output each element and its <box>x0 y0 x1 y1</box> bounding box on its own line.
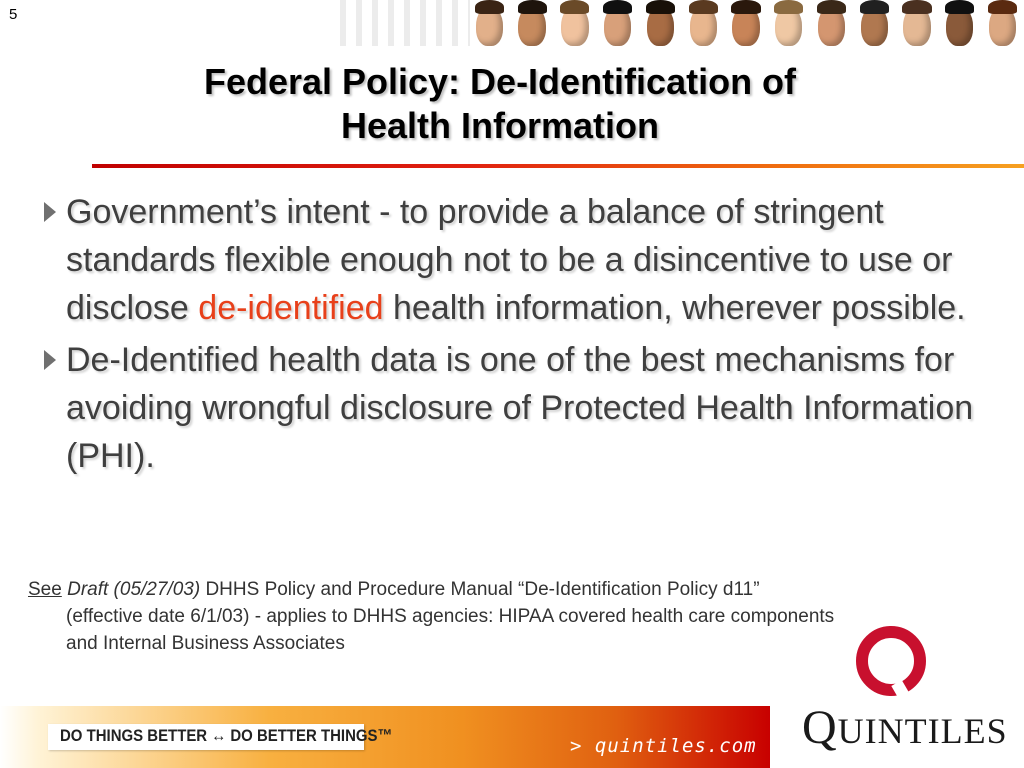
slide-number: 5 <box>9 6 18 23</box>
quintiles-wordmark <box>802 700 1008 755</box>
person-photo <box>511 0 554 46</box>
bullet-item <box>40 188 980 332</box>
wordmark-rest: UINTILES <box>837 711 1008 751</box>
person-photo <box>853 0 896 46</box>
website-url[interactable]: > quintiles.com <box>570 735 757 757</box>
title-divider <box>92 164 1024 168</box>
photo-strip <box>468 0 1024 46</box>
title-line-1: Federal Policy: De-Identification of <box>203 61 797 102</box>
footnote-text: DHHS Policy and Procedure Manual “De-Identification Policy d11” <box>200 579 760 600</box>
bullet-item <box>40 336 980 480</box>
triangle-bullet-icon <box>44 202 56 222</box>
highlighted-term: de-identified <box>198 289 384 327</box>
footnote-line-2: (effective date 6/1/03) - applies to DHHS agencies: HIPAA covered health care components <box>66 606 835 627</box>
person-photo <box>725 0 768 46</box>
decorative-stripes <box>340 0 470 46</box>
bullet-text: Government’s intent - to provide a balance of stringent standards flexible enough not to be a disincentive to use or disclose <box>66 193 953 327</box>
title-line-2: Health Information <box>340 105 659 146</box>
footnote-line-3: and Internal Business Associates <box>66 633 345 654</box>
slide-title <box>60 60 940 148</box>
person-photo <box>767 0 810 46</box>
footnote-line-1 <box>28 576 998 603</box>
person-photo <box>554 0 597 46</box>
person-photo <box>938 0 981 46</box>
person-photo <box>981 0 1024 46</box>
person-photo <box>682 0 725 46</box>
wordmark-initial: Q <box>802 701 838 754</box>
person-photo <box>468 0 511 46</box>
person-photo <box>596 0 639 46</box>
bullet-text-continued: health information, wherever possible. <box>383 289 966 327</box>
draft-reference: Draft (05/27/03) <box>67 579 201 600</box>
triangle-bullet-icon <box>44 350 56 370</box>
quintiles-logo-icon <box>854 624 928 698</box>
bullet-list <box>40 188 980 484</box>
person-photo <box>639 0 682 46</box>
bullet-text: De-Identified health data is one of the best mechanisms for avoiding wrongful disclosure of Protected Health Information (PHI). <box>66 341 974 475</box>
footnote <box>28 576 998 657</box>
see-link[interactable]: See <box>28 579 62 600</box>
tagline: DO THINGS BETTER ↔ DO BETTER THINGS™ <box>60 726 393 745</box>
person-photo <box>896 0 939 46</box>
person-photo <box>810 0 853 46</box>
